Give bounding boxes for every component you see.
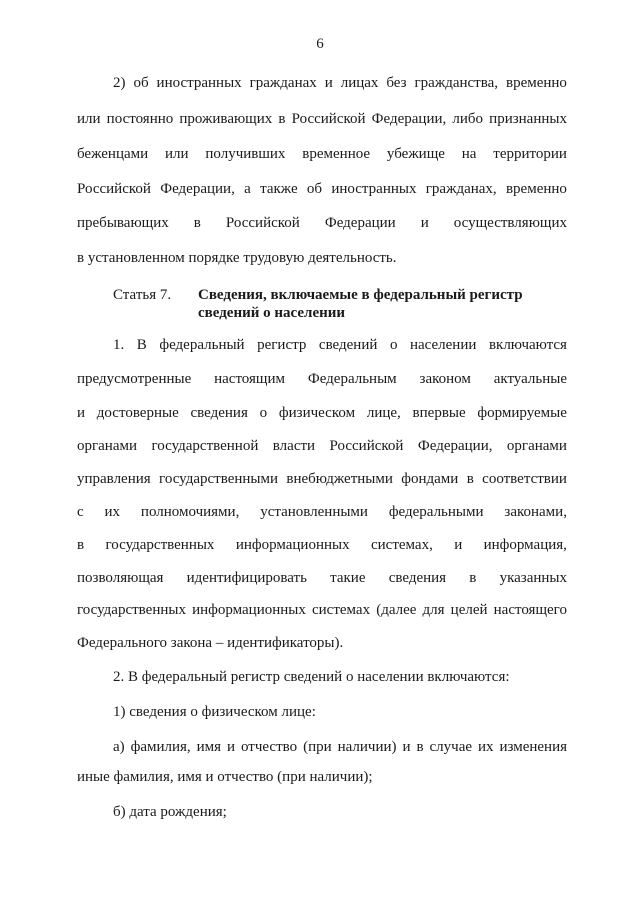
article-title [198,286,523,322]
text-line: б) дата рождения; [113,804,227,820]
text-line: позволяющая идентифицировать такие сведения в указанных [77,570,567,586]
text-line: или постоянно проживающих в Российской Федерации, либо признанных [77,111,567,127]
text-line: в государственных информационных системах, и информация, [77,537,567,553]
text-line: 2. В федеральный регистр сведений о населении включаются: [113,669,510,685]
text-line: Российской Федерации, а также об иностранных гражданах, временно [77,181,567,197]
article-number: Статья 7. [113,287,172,303]
text-line: 2) об иностранных гражданах и лицах без гражданства, временно [113,75,567,91]
text-line: управления государственными внебюджетными фондами в соответствии [77,471,567,487]
text-line: предусмотренные настоящим Федеральным законом актуальные [77,371,567,387]
text-line: беженцами или получивших временное убежище на территории [77,146,567,162]
article-title-line: Сведения, включаемые в федеральный регистр [198,287,523,303]
text-line: в установленном порядке трудовую деятельность. [77,250,397,266]
text-line: Федерального закона – идентификаторы). [77,635,344,651]
text-line: пребывающих в Российской Федерации и осуществляющих [77,215,567,231]
text-line: 1) сведения о физическом лице: [113,704,316,720]
text-line: органами государственной власти Российской Федерации, органами [77,438,567,454]
text-line: с их полномочиями, установленными федеральными законами, [77,504,567,520]
text-line: иные фамилия, имя и отчество (при наличии); [77,769,373,785]
text-line: и достоверные сведения о физическом лице, впервые формируемые [77,405,567,421]
article-title-line: сведений о населении [198,305,346,321]
text-line: 1. В федеральный регистр сведений о населении включаются [113,337,567,353]
text-line: а) фамилия, имя и отчество (при наличии) и в случае их изменения [113,739,567,755]
text-line: государственных информационных системах (далее для целей настоящего [77,602,567,618]
page-number: 6 [316,36,324,52]
